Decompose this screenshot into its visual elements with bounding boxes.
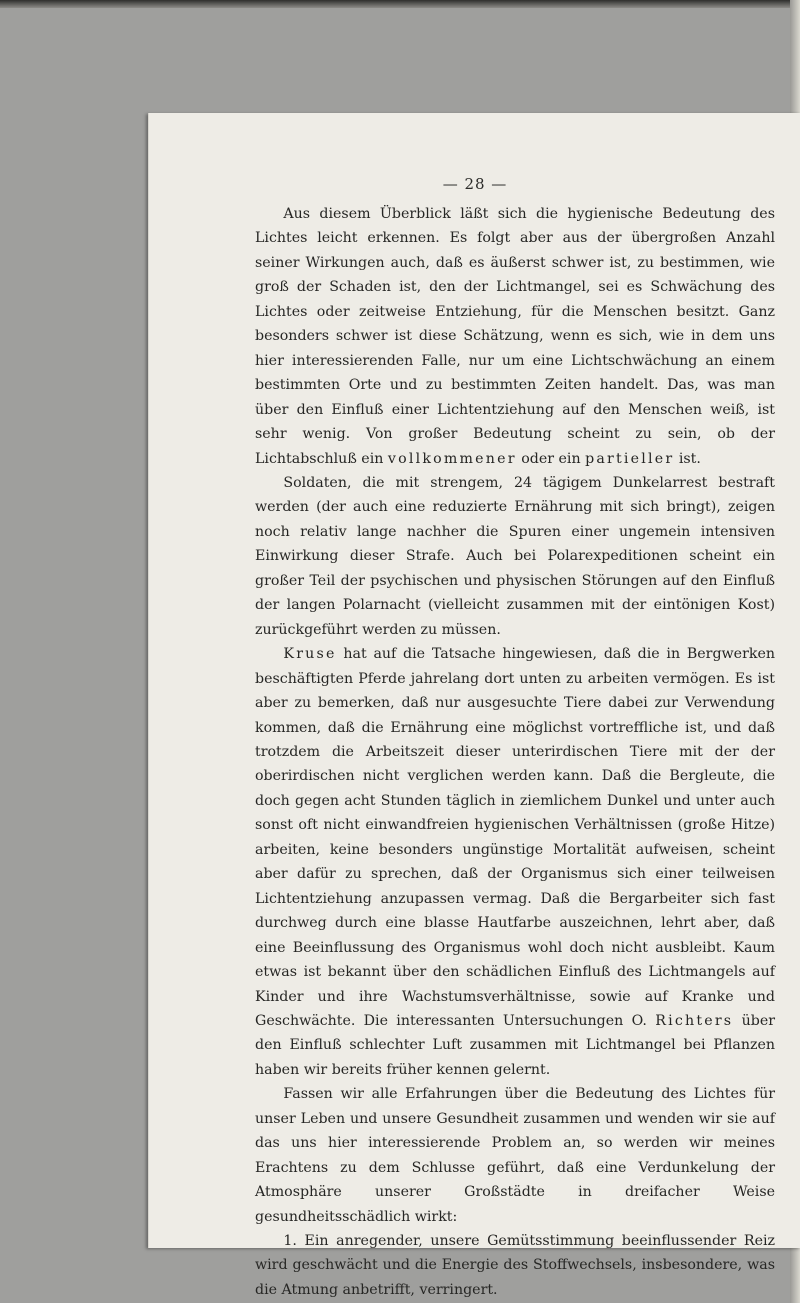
- list-item-1: 1. Ein anregender, unsere Gemütsstimmung beeinflussender Reiz wird geschwächt und die Energie des Stoffwechsels, insbesondere, was die Atmung anbetrifft, verringert.: [255, 1233, 775, 1298]
- spaced-word-vollkommener: vollkommener: [387, 450, 517, 467]
- paragraph-1: Aus diesem Überblick läßt sich die hygienische Bedeutung des Lichtes leicht erkennen. Es folgt aber aus der übergroßen Anzahl seiner Wirkungen auch, daß es äußerst schwer ist, zu bestimmen, wie groß der Schaden ist, den der Lichtmangel, sei es Schwächung des Lichtes oder zeitweise Entziehung, für die Menschen besitzt. Ganz besonders schwer ist diese Schätzung, wenn es sich, wie in dem uns hier interessierenden Falle, nur um eine Lichtschwächung an einem bestimmten Orte und zu bestimmten Zeiten handelt. Das, was man über den Einfluß einer Lichtentziehung auf den Menschen weiß, ist sehr wenig. Von großer Bedeutung scheint zu sein, ob der Lichtabschluß ein vollkommener oder ein partieller ist.: [255, 206, 775, 467]
- paragraph-3: Kruse hat auf die Tatsache hingewiesen, daß die in Bergwerken beschäftigten Pferde jahrelang dort unten zu arbeiten vermögen. Es ist aber zu bemerken, daß nur ausgesuchte Tiere dabei zur Verwendung kommen, daß die Ernährung eine möglichst vortreffliche ist, und daß trotzdem die Arbeitszeit dieser unterirdischen Tiere mit der der oberirdischen nicht verglichen werden kann. Daß die Bergleute, die doch gegen acht Stunden täglich in ziemlichem Dunkel und unter auch sonst oft nicht einwandfreien hygienischen Verhältnissen (große Hitze) arbeiten, keine besonders ungünstige Mortalität aufweisen, scheint aber dafür zu sprechen, daß der Organismus sich einer teilweisen Lichtentziehung anzupassen vermag. Daß die Bergarbeiter sich fast durchweg durch eine blasse Hautfarbe auszeichnen, lehrt aber, daß eine Beeinflussung des Organismus wohl doch nicht ausbleibt. Kaum etwas ist bekannt über den schädlichen Einfluß des Lichtmangels auf Kinder und ihre Wachstumsverhältnisse, sowie auf Kranke und Geschwächte. Die interessanten Untersuchungen O. Richters über den Einfluß schlechter Luft zusammen mit Lichtmangel bei Pflanzen haben wir bereits früher kennen gelernt.: [255, 646, 775, 1078]
- spaced-name-kruse: Kruse: [283, 646, 337, 663]
- spaced-word-partieller: partieller: [585, 450, 675, 467]
- paragraph-4: Fassen wir alle Erfahrungen über die Bedeutung des Lichtes für unser Leben und unsere Gesundheit zusammen und wenden wir sie auf das uns hier interessierende Problem an, so werden wir meines Erachtens zu dem Schlusse geführt, daß eine Verdunkelung der Atmosphäre unserer Großstädte in dreifacher Weise gesundheitsschädlich wirkt:: [255, 1086, 775, 1225]
- scan-top-border: [0, 0, 800, 8]
- book-page: [148, 113, 800, 1298]
- spaced-name-richters: Richters: [655, 1012, 734, 1029]
- body-text: [255, 202, 775, 1302]
- paragraph-2: Soldaten, die mit strengem, 24 tägigem Dunkelarrest bestraft werden (der auch eine reduzierte Ernährung mit sich bringt), zeigen noch relativ lange nachher die Spuren einer ungemein intensiven Einwirkung dieser Strafe. Auch bei Polarexpeditionen scheint ein großer Teil der psychischen und physischen Störungen auf den Einfluß der langen Polarnacht (vielleicht zusammen mit der eintönigen Kost) zurückgeführt werden zu müssen.: [255, 474, 775, 638]
- page-number: — 28 —: [442, 175, 508, 193]
